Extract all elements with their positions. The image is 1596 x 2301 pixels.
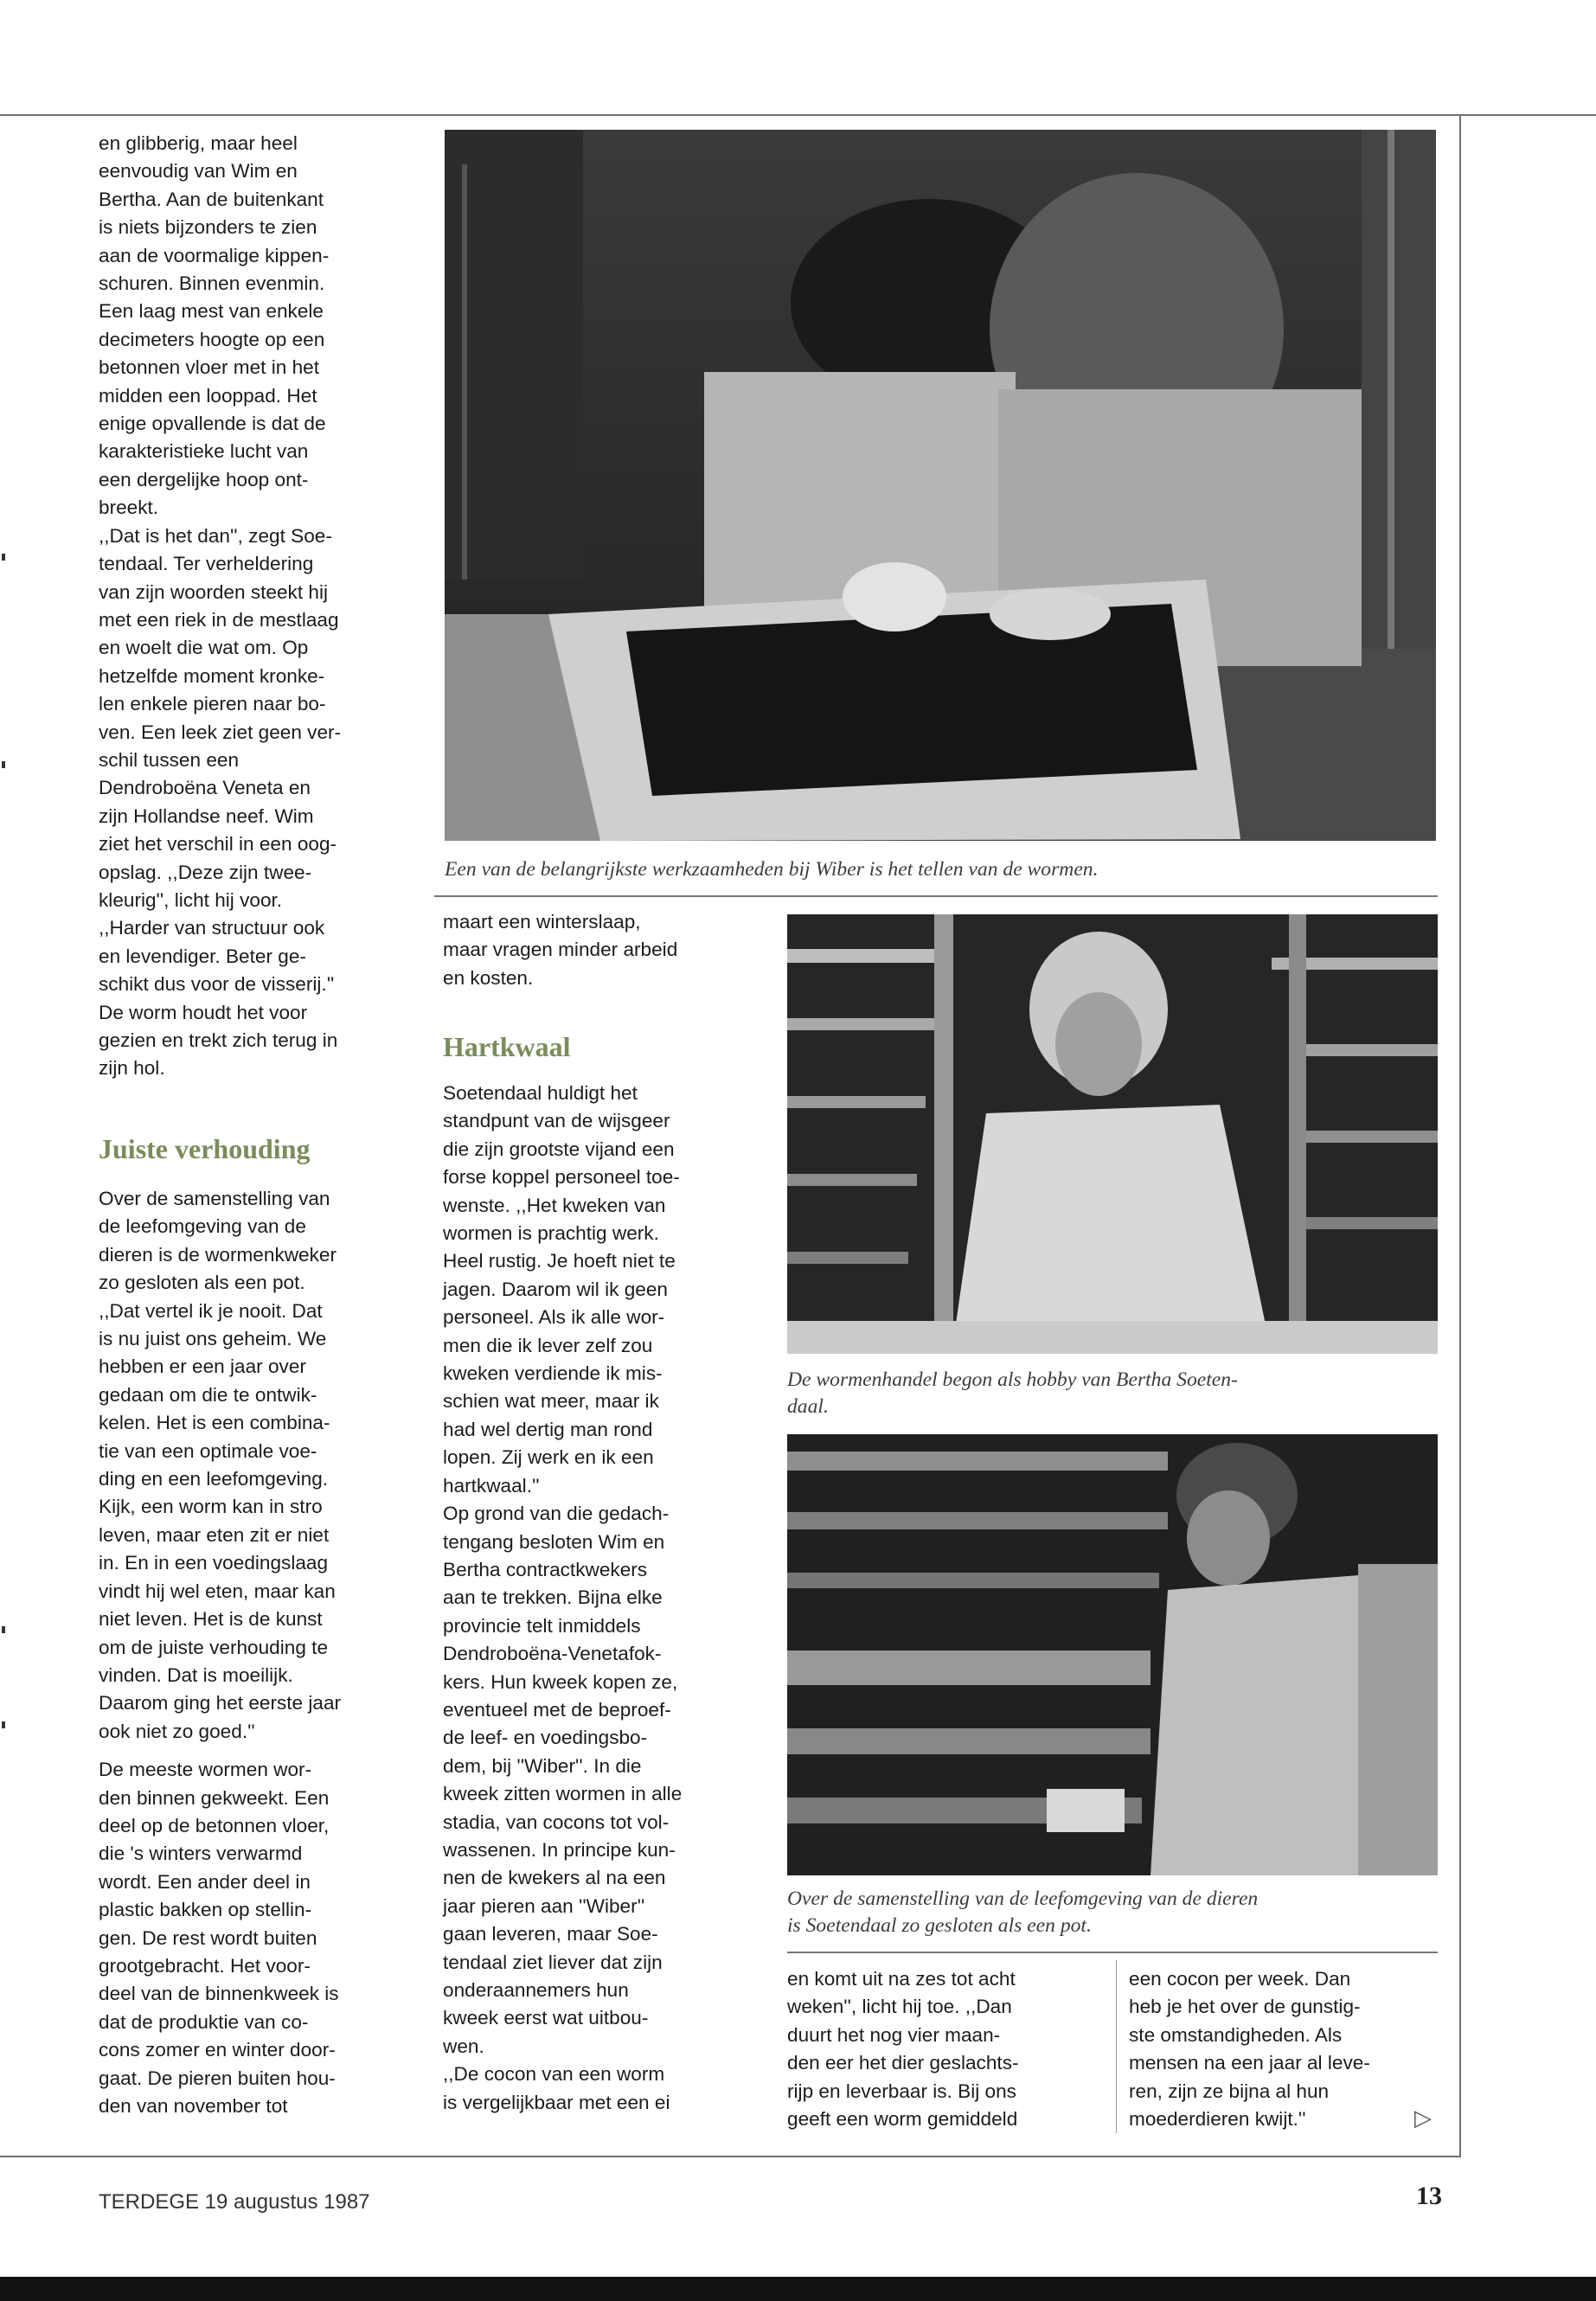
column-4 [1129, 1965, 1449, 2133]
caption-rule [787, 1952, 1438, 1953]
photo-wim-with-worm-trays [787, 1434, 1438, 1875]
publication-footer: TERDEGE 19 augustus 1987 [99, 2190, 370, 2214]
section-heading-hartkwaal: Hartkwaal [443, 1031, 571, 1062]
column-3 [787, 1965, 1099, 2133]
scan-speck [2, 554, 5, 561]
frame-top-rule [0, 114, 1596, 116]
article-paragraph: en komt uit na zes tot acht weken'', licht hij toe. ,,Dan duurt het nog vier maan- den eer het dier geslachts- rijp en leverbaar is. Bij ons geeft een worm gemiddeld [787, 1968, 1019, 2131]
photo-caption-1: Een van de belangrijkste werkzaamheden bij Wiber is het tellen van de wormen. [445, 858, 1099, 881]
frame-right-rule [1459, 114, 1461, 2157]
article-paragraph: Soetendaal huldigt het standpunt van de wijsgeer die zijn grootste vijand een forse koppel personeel toe- wenste. ,,Het kweken van wormen is prachtig werk. Heel rustig. Je hoeft niet te jagen. Daarom wil ik geen personeel. Als ik alle wor- men die ik lever zelf zou kweken verdiende ik mis- schien wat meer, maar ik had wel dertig man rond lopen. Zij werk en ik een hartkwaal.'' Op grond van die gedach- tengang besloten Wim en Bertha contractkwekers aan te trekken. Bijna elke provincie telt inmiddels Dendroboëna-Venetafok- kers. Hun kweek kopen ze, eventueel met de beproef- de leef- en voedingsbo- dem, bij ''Wiber''. In die kweek zitten wormen in alle stadia, van cocons tot vol- wassenen. In principe kun- nen de kwekers al na een jaar pieren aan ''Wiber'' gaan leveren, maar Soe- tendaal ziet liever dat zijn onderaannemers hun kweek eerst wat uitbou- wen. ,,De cocon van een worm is vergelijkbaar met een ei [443, 1082, 683, 2113]
photo-caption-2: De wormenhandel begon als hobby van Bertha Soeten- daal. [787, 1368, 1238, 1418]
column-2-cont [443, 1080, 763, 2117]
column-divider [1116, 1960, 1117, 2133]
article-paragraph: De meeste wormen wor- den binnen gekweekt. Een deel op de betonnen vloer, die 's winters verwarmd wordt. Een ander deel in plastic bakken op stellin- gen. De rest wordt buiten grootgebracht. Het voor- deel van de binnenkweek is dat de produktie van co- cons zomer en winter door- gaat. De pieren buiten hou- den van november tot [99, 1759, 339, 2117]
continue-arrow-icon: ▷ [1414, 2105, 1432, 2131]
scan-edge [0, 2277, 1596, 2301]
column-1-cont [99, 1185, 410, 2120]
column-1 [99, 130, 410, 1083]
scan-speck [2, 761, 5, 768]
article-paragraph: een cocon per week. Dan heb je het over de gunstig- ste omstandigheden. Als mensen na een jaar al leve- ren, zijn ze bijna al hun moederdieren kwijt.'' [1129, 1968, 1370, 2131]
caption-rule [434, 895, 1438, 897]
photo-couple-counting-worms [445, 130, 1436, 841]
article-paragraph: en glibberig, maar heel eenvoudig van Wim en Bertha. Aan de buitenkant is niets bijzonders te zien aan de voormalige kippen- schuren. Binnen evenmin. Een laag mest van enkele decimeters hoogte op een betonnen vloer met in het midden een looppad. Het enige opvallende is dat de karakteristieke lucht van een dergelijke hoop ont- breekt. ,,Dat is het dan'', zegt Soe- tendaal. Ter verheldering van zijn woorden steekt hij met een riek in de mestlaag en woelt die wat om. Op hetzelfde moment kronke- len enkele pieren naar bo- ven. Een leek ziet geen ver- schil tussen een Dendroboëna Veneta en zijn Hollandse neef. Wim ziet het verschil in een oog- opslag. ,,Deze zijn twee- kleurig'', licht hij voor. ,,Harder van structuur ook en levendiger. Beter ge- schikt dus voor de visserij.'' De worm houdt het voor gezien en trekt zich terug in zijn hol. [99, 132, 342, 1080]
section-heading-juiste-verhouding: Juiste verhouding [99, 1133, 311, 1164]
scan-speck [2, 1626, 5, 1633]
article-paragraph: maart een winterslaap, maar vragen minder arbeid en kosten. [443, 911, 678, 989]
photo-caption-3: Over de samenstelling van de leefomgeving van de dieren is Soetendaal zo gesloten als een pot. [787, 1888, 1259, 1937]
frame-bottom-rule [0, 2156, 1461, 2157]
column-2 [443, 908, 763, 992]
photo-bertha-holding-worm [787, 914, 1438, 1354]
article-paragraph: Over de samenstelling van de leefomgeving van de dieren is de wormenkweker zo gesloten als een pot. ,,Dat vertel ik je nooit. Dat is nu juist ons geheim. We hebben er een jaar over gedaan om die te ontwik- kelen. Het is een combina- tie van een optimale voe- ding en een leefomgeving. Kijk, een worm kan in stro leven, maar eten zit er niet in. En in een voedingslaag vindt hij wel eten, maar kan niet leven. Het is de kunst om de juiste verhouding te vinden. Dat is moeilijk. Daarom ging het eerste jaar ook niet zo goed.'' [99, 1188, 342, 1742]
scan-speck [2, 1721, 5, 1728]
page-number: 13 [1416, 2182, 1442, 2210]
